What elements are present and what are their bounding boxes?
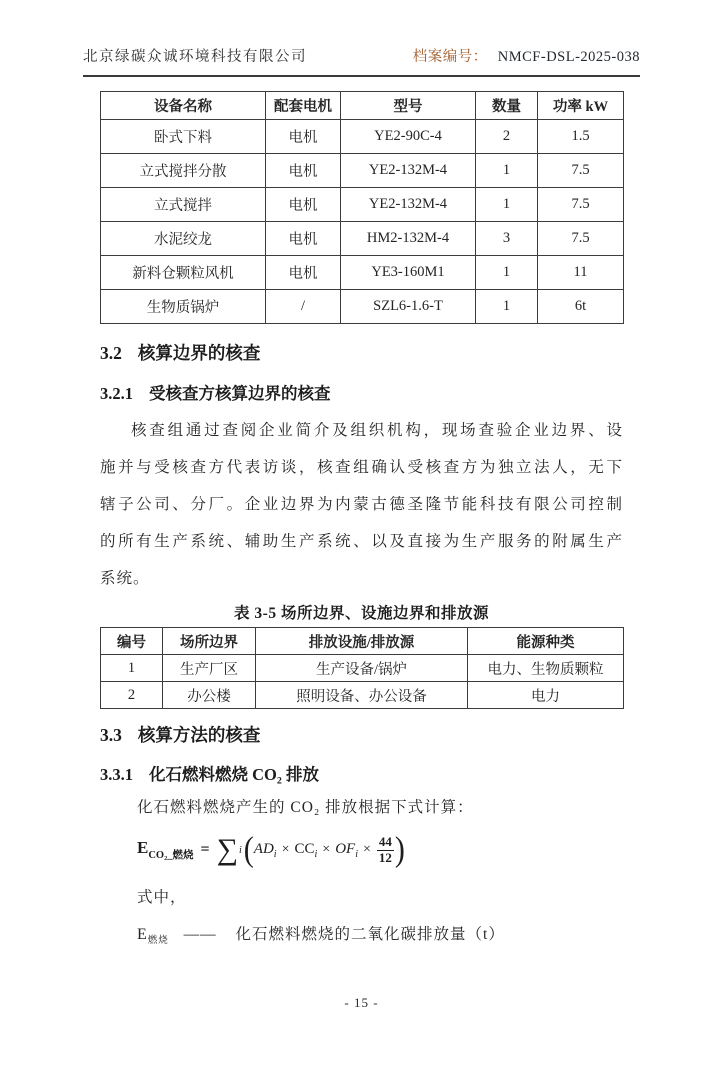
paragraph-line: 的所有生产系统、辅助生产系统、以及直接为生产服务的附属生产: [100, 533, 623, 550]
cell-model: YE2-132M-4: [341, 188, 476, 222]
cell-quantity: 1: [476, 290, 538, 324]
table-row: [101, 154, 624, 188]
symbol-definition-line: [137, 922, 640, 946]
section-heading-3-2-1: [100, 380, 640, 404]
col-header-power: 功率 kW: [538, 92, 624, 120]
formula-lhs-base: E: [137, 838, 149, 857]
cell-model: SZL6-1.6-T: [341, 290, 476, 324]
table-row: [101, 222, 624, 256]
cell-device-name: 立式搅拌: [101, 188, 266, 222]
col-header-site-boundary: 场所边界: [163, 628, 256, 655]
cell-site-boundary: 生产厂区: [163, 655, 256, 682]
cell-quantity: 1: [476, 154, 538, 188]
multiply-sign: ×: [362, 842, 371, 857]
term-subscript: i: [355, 848, 358, 860]
term-activity-data: [254, 841, 277, 860]
open-parenthesis: (: [243, 830, 254, 869]
term-oxidation-factor: [335, 841, 358, 860]
cell-model: YE2-132M-4: [341, 154, 476, 188]
cell-energy-type: 电力、生物质颗粒: [468, 655, 624, 682]
cell-device-name: 生物质锅炉: [101, 290, 266, 324]
cell-energy-type: 电力: [468, 682, 624, 709]
cell-motor: 电机: [266, 120, 341, 154]
section-heading-3-3-1: [100, 761, 640, 785]
summation-index: i: [239, 844, 242, 856]
close-parenthesis: ): [394, 830, 405, 869]
section-heading-3-2: [100, 340, 640, 365]
term-carbon-content: [294, 841, 317, 860]
fraction-numerator: 44: [378, 833, 392, 849]
definition-dash: ——: [183, 926, 217, 943]
table-row: [101, 256, 624, 290]
cell-device-name: 立式搅拌分散: [101, 154, 266, 188]
file-number-value: NMCF-DSL-2025-038: [497, 49, 640, 65]
document-header: [83, 45, 640, 77]
boundary-table-header-row: [101, 628, 624, 655]
formula-lhs-subscript: CO₂_燃烧: [148, 850, 194, 861]
paragraph-line: 系统。: [100, 570, 150, 587]
cell-index: 2: [101, 682, 163, 709]
col-header-device-name: 设备名称: [101, 92, 266, 120]
section-number: 3.3.1: [100, 765, 133, 784]
cell-quantity: 2: [476, 120, 538, 154]
col-header-quantity: 数量: [476, 92, 538, 120]
cell-device-name: 新料仓颗粒风机: [101, 256, 266, 290]
section-title: 核算边界的核查: [137, 343, 261, 363]
company-name: 北京绿碳众诚环境科技有限公司: [83, 49, 307, 65]
cell-quantity: 3: [476, 222, 538, 256]
cell-quantity: 1: [476, 188, 538, 222]
cell-motor: 电机: [266, 256, 341, 290]
formula-lhs: [137, 838, 194, 862]
symbol-subscript: 燃烧: [147, 936, 169, 946]
cell-index: 1: [101, 655, 163, 682]
table-3-5-caption: 表 3-5 场所边界、设施边界和排放源: [234, 605, 489, 622]
table-row: [101, 120, 624, 154]
paragraph-line: 施并与受核查方代表访谈，核查组确认受核查方为独立法人，无下: [100, 459, 623, 476]
page-number: - 15 -: [344, 995, 379, 1010]
fraction-denominator: 12: [378, 849, 392, 865]
file-number-label: 档案编号：: [412, 49, 488, 65]
equals-sign: =: [200, 841, 210, 858]
definition-text: 化石燃料燃烧的二氧化碳排放量（t）: [235, 926, 505, 943]
cell-motor: /: [266, 290, 341, 324]
table-row: [101, 188, 624, 222]
cell-power: 11: [538, 256, 624, 290]
file-number: [413, 45, 640, 66]
cell-motor: 电机: [266, 188, 341, 222]
paragraph-line: 辖子公司、分厂。企业边界为内蒙古德圣隆节能科技有限公司控制: [100, 496, 623, 513]
term-base: CC: [294, 840, 315, 857]
equipment-table: [100, 91, 624, 324]
boundary-table: [100, 627, 624, 709]
cell-model: YE3-160M1: [341, 256, 476, 290]
cell-power: 1.5: [538, 120, 624, 154]
cell-motor: 电机: [266, 154, 341, 188]
term-subscript: i: [314, 848, 318, 860]
table-row: [101, 655, 624, 682]
section-number: 3.3: [100, 725, 122, 745]
cell-emission-source: 照明设备、办公设备: [256, 682, 468, 709]
section-title: 核算方法的核查: [137, 725, 261, 745]
co2-combustion-formula: [137, 826, 640, 874]
cell-power: 7.5: [538, 188, 624, 222]
cell-quantity: 1: [476, 256, 538, 290]
multiply-sign: ×: [322, 842, 331, 857]
section-number: 3.2: [100, 343, 122, 363]
section-title: 化石燃料燃烧 CO₂ 排放: [149, 765, 319, 784]
section-heading-3-3: [100, 722, 640, 747]
where-label: 式中，: [137, 889, 187, 906]
cell-power: 7.5: [538, 154, 624, 188]
cell-site-boundary: 办公楼: [163, 682, 256, 709]
cell-motor: 电机: [266, 222, 341, 256]
term-subscript: i: [273, 848, 277, 860]
document-page: [0, 45, 723, 1069]
table-row: [101, 682, 624, 709]
symbol: [137, 926, 169, 946]
section-number: 3.2.1: [100, 384, 133, 403]
cell-emission-source: 生产设备/锅炉: [256, 655, 468, 682]
symbol-base: E: [137, 926, 148, 943]
table-row: [101, 290, 624, 324]
paragraph-line: 核查组通过查阅企业简介及组织机构，现场查验企业边界、设: [131, 422, 623, 439]
cell-model: HM2-132M-4: [341, 222, 476, 256]
cell-device-name: 卧式下料: [101, 120, 266, 154]
fraction-44-12: [377, 835, 394, 866]
cell-power: 7.5: [538, 222, 624, 256]
formula-intro-line: 化石燃料燃烧产生的 CO₂ 排放根据下式计算：: [137, 799, 474, 816]
col-header-emission-source: 排放设施/排放源: [256, 628, 468, 655]
col-header-motor: 配套电机: [266, 92, 341, 120]
equipment-table-header-row: [101, 92, 624, 120]
col-header-energy-type: 能源种类: [468, 628, 624, 655]
col-header-model: 型号: [341, 92, 476, 120]
summation-symbol: ∑: [216, 833, 239, 866]
cell-power: 6t: [538, 290, 624, 324]
term-base: OF: [335, 840, 356, 857]
body-paragraph: [100, 412, 623, 597]
col-header-index: 编号: [101, 628, 163, 655]
term-base: AD: [253, 840, 274, 857]
section-title: 受核查方核算边界的核查: [149, 384, 331, 403]
cell-model: YE2-90C-4: [341, 120, 476, 154]
multiply-sign: ×: [281, 842, 290, 857]
cell-device-name: 水泥绞龙: [101, 222, 266, 256]
